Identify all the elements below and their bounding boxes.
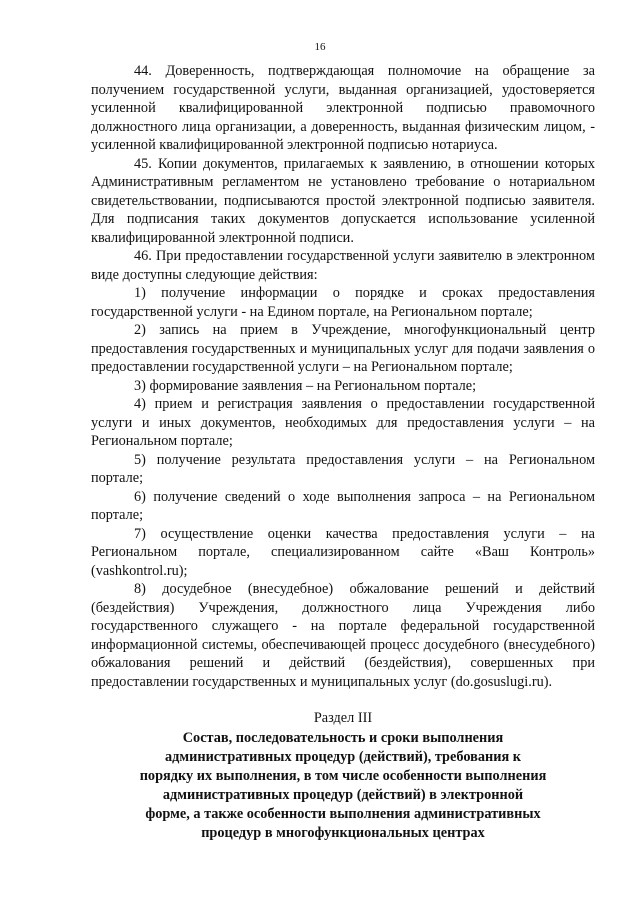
page-number: 16 xyxy=(314,41,326,53)
section-label: Раздел III xyxy=(313,710,373,726)
document-body xyxy=(91,62,595,843)
paragraph-45: 45. Копии документов, прилагаемых к заявлению, в отношении которых Административным регламентом не установлено требование о нотариальном свидетельствовании, подписываются простой электронной подписью заявителя. Для подписания таких документов допускается использование усиленной квалифицированной электронной подписи. xyxy=(91,155,595,246)
list-item-5: 5) получение результата предоставления услуги – на Региональном портале; xyxy=(91,451,595,486)
list-item-6: 6) получение сведений о ходе выполнения запроса – на Региональном портале; xyxy=(91,488,595,523)
list-item-3: 3) формирование заявления – на Региональном портале; xyxy=(134,377,477,394)
list-item-2: 2) запись на прием в Учреждение, многофункциональный центр предоставления государственных и муниципальных услуг для подачи заявления о предоставлении государственной услуги – на Региональном портале; xyxy=(91,322,595,375)
paragraph-46: 46. При предоставлении государственной услуги заявителю в электронном виде доступны следующие действия: xyxy=(91,248,595,283)
list-item-7: 7) осуществление оценки качества предоставления услуги – на Региональном портале, специализированном сайте «Ваш Контроль» (vashkontrol.ru); xyxy=(91,525,595,579)
paragraph-44: 44. Доверенность, подтверждающая полномочие на обращение за получением государственной услуги, выданная организацией, удостоверяется усиленной квалифицированной электронной подписью правомочного должностного лица организации, а доверенность, выданная физическим лицом, - усиленной квалифицированной электронной подписью нотариуса. xyxy=(91,63,595,153)
list-item-1: 1) получение информации о порядке и сроках предоставления государственной услуги - на Едином портале, на Региональном портале; xyxy=(91,285,595,320)
list-item-4: 4) прием и регистрация заявления о предоставлении государственной услуги и иных документов, необходимых для предоставления услуги – на Региональном портале; xyxy=(91,396,595,449)
list-item-8: 8) досудебное (внесудебное) обжалование решений и действий (бездействия) Учреждения, должностного лица Учреждения либо государственного служащего - на портале федеральной государственной информационной системы, обеспечивающей процесс досудебного (внесудебного) обжалования решений и действий (бездействия), совершенных при предоставлении государственных и муниципальных услуг (do.gosuslugi.ru). xyxy=(91,581,595,690)
section-title: Состав, последовательность и сроки выполнения административных процедур (действий), требования к порядку их выполнения, в том числе особенности выполнения административных процедур (действий) в электронной форме, а также особенности выполнения административных процедур в многофункциональных центрах xyxy=(139,729,547,841)
